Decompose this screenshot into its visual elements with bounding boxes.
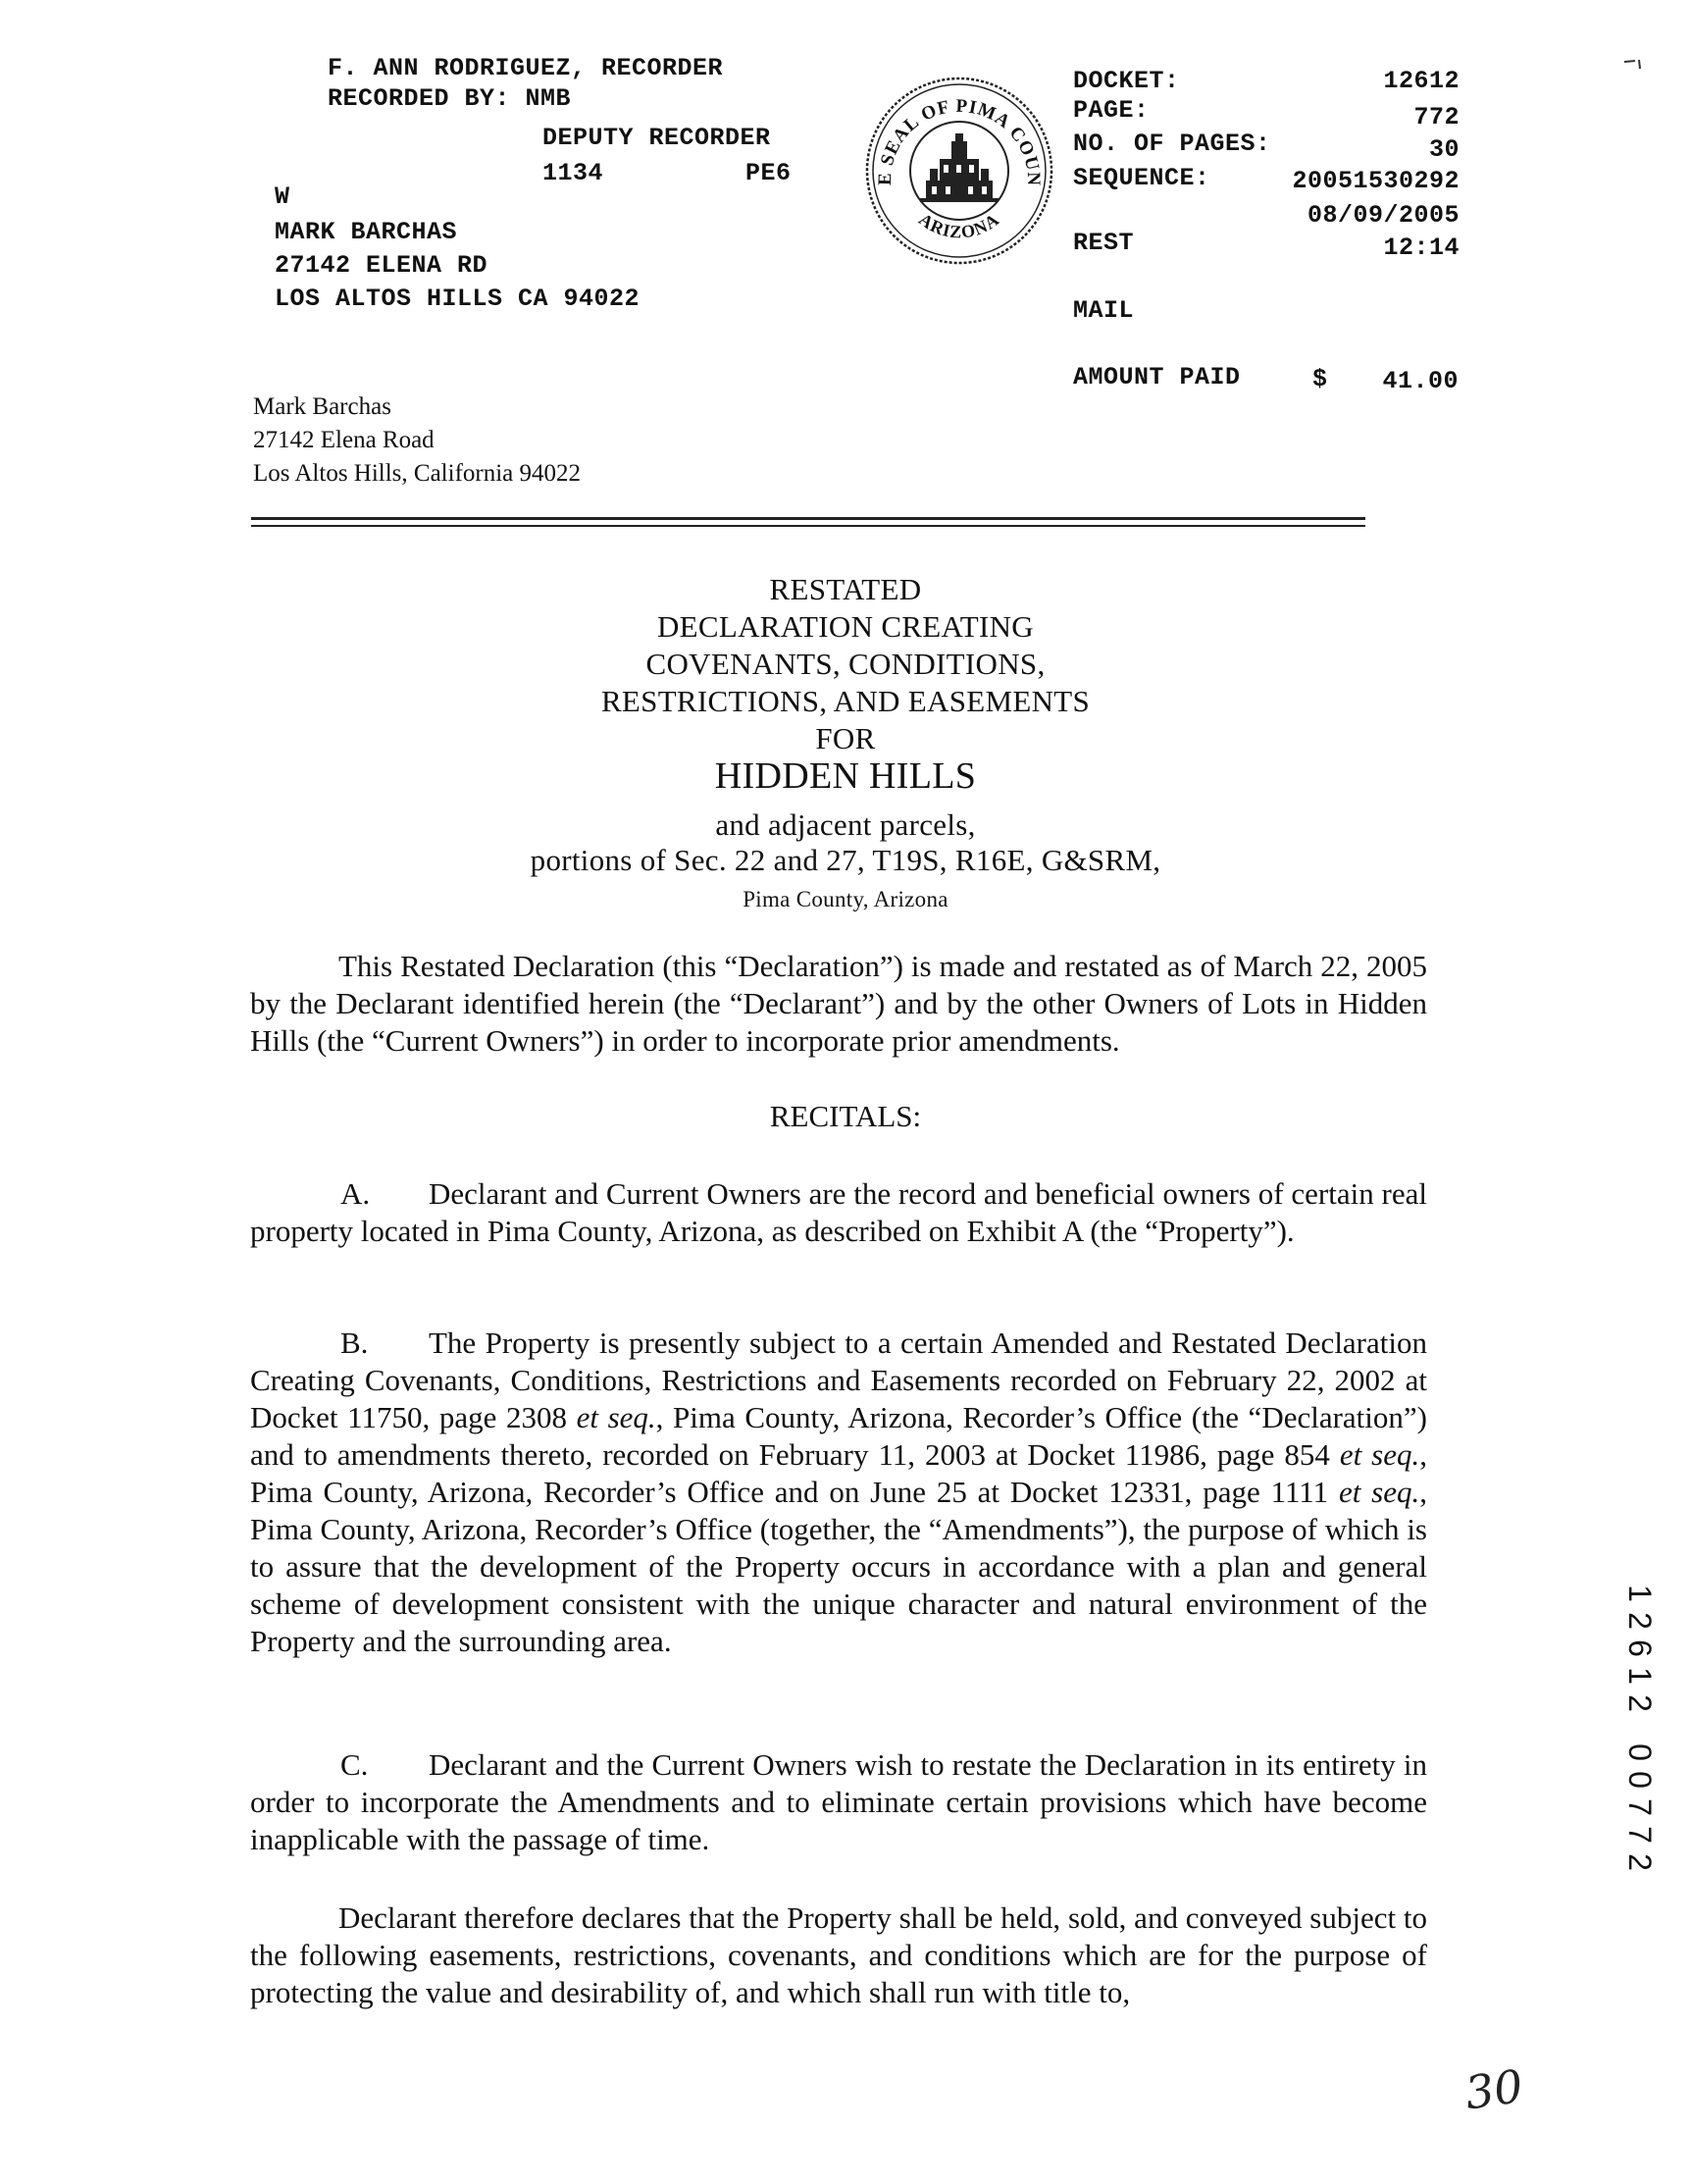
recital-a <box>250 1175 1427 1250</box>
recital-c-text: Declarant and the Current Owners wish to restate the Declaration in its entirety in order to incorporate the Amendments and to eliminate certain provisions which have become inapplicable with the passage of time. <box>250 1747 1427 1856</box>
recital-b-etseq-3: et seq. <box>1338 1475 1420 1509</box>
title-line-8: portions of Sec. 22 and 27, T19S, R16E, G&SRM, <box>530 843 1161 877</box>
recital-a-text: Declarant and Current Owners are the record and beneficial owners of certain real property located in Pima County, Arizona, as described on Exhibit A (the “Property”). <box>250 1176 1427 1248</box>
mail-label: MAIL <box>1073 296 1135 325</box>
recitals-heading: RECITALS: <box>769 1099 922 1133</box>
recital-b-label: B. <box>340 1326 369 1360</box>
pages-label: NO. OF PAGES: <box>1073 130 1271 158</box>
handwritten-note-text: 30 <box>1461 2058 1526 2119</box>
divider-line-secondary <box>251 525 1365 527</box>
recital-b-text-3: , Pima County, Arizona, Recorder’s Office and on June 25 at Docket 12331, page 1111 <box>250 1437 1427 1509</box>
intro-text: This Restated Declaration (this “Declaration”) is made and restated as of March 22, 2005 by the Declarant identified herein (the “Declarant”) and by the other Owners of Lots in Hidden Hills (the “Current Owners”) in order to incorporate prior amendments. <box>250 949 1427 1058</box>
amount-paid-label: AMOUNT PAID <box>1073 363 1241 391</box>
recital-c-label: C. <box>340 1747 369 1782</box>
page-value: 772 <box>1413 103 1460 131</box>
recital-b <box>250 1325 1427 1660</box>
deputy-recorder: DEPUTY RECORDER <box>542 124 771 152</box>
recital-b-etseq-2: et seq. <box>1339 1437 1420 1472</box>
margin-digit: 7 <box>1622 1798 1658 1816</box>
svg-text:ARIZONA <box>915 209 1002 241</box>
recital-b-etseq-1: et seq. <box>576 1400 656 1434</box>
recital-c <box>250 1746 1427 1858</box>
recital-b-text-4: , Pima County, Arizona, Recorder’s Office (together, the “Amendments”), the purpose of which is to assure that the development of the Property occurs in accordance with a plan and general scheme of development consistent with the unique character and natural environment of the Property and the surrounding area. <box>250 1475 1427 1658</box>
title-line-3: COVENANTS, CONDITIONS, <box>645 647 1046 681</box>
divider-line <box>251 517 1365 520</box>
corner-mark <box>1623 57 1645 71</box>
mail-street-caps: 27142 ELENA RD <box>275 251 488 280</box>
mail-city-caps: LOS ALTOS HILLS CA 94022 <box>275 285 641 313</box>
margin-digit: 1 <box>1622 1585 1658 1602</box>
title-line-1: RESTATED <box>769 572 922 606</box>
closing-text: Declarant therefore declares that the Property shall be held, sold, and conveyed subject to the following easements, restrictions, covenants, and conditions which are for the purpose of protecting the value and desirability of, and which shall run with title to, <box>250 1900 1427 2009</box>
seal-icon <box>861 73 1057 269</box>
margin-digit: 2 <box>1622 1853 1658 1871</box>
margin-digit: 1 <box>1622 1667 1658 1685</box>
title-line-2: DECLARATION CREATING <box>656 609 1034 644</box>
margin-digit: 6 <box>1622 1639 1658 1657</box>
amount-paid-value: 41.00 <box>1382 367 1459 395</box>
recorder-name: F. ANN RODRIGUEZ, RECORDER <box>328 54 724 82</box>
title-line-6: HIDDEN HILLS <box>714 755 977 797</box>
recorder-w: W <box>275 182 290 211</box>
docket-value: 12612 <box>1383 67 1460 95</box>
address-street: 27142 Elena Road <box>253 427 435 453</box>
recorded-by: RECORDED BY: NMB <box>328 84 572 113</box>
margin-digit: 0 <box>1622 1743 1658 1761</box>
address-name: Mark Barchas <box>253 393 391 420</box>
recital-b-text-1: The Property is presently subject to a certain Amended and Restated Declaration Creating Covenants, Conditions, Restrictions and Easements recorded on February 22, 2002 at Docket 11750, page 2308 <box>250 1326 1427 1434</box>
margin-digit: 2 <box>1622 1612 1658 1630</box>
recital-a-label: A. <box>340 1176 371 1211</box>
title-line-5: FOR <box>815 721 876 755</box>
intro-paragraph <box>250 948 1427 1060</box>
county-seal <box>861 73 1057 269</box>
mail-name-caps: MARK BARCHAS <box>275 218 458 246</box>
handwritten-note <box>1460 2051 1558 2119</box>
page-label: PAGE: <box>1073 96 1150 125</box>
sequence-label: SEQUENCE: <box>1073 164 1210 192</box>
title-line-9: Pima County, Arizona <box>743 887 948 911</box>
pages-value: 30 <box>1428 135 1460 164</box>
margin-digit: 7 <box>1622 1826 1658 1844</box>
address-city: Los Altos Hills, California 94022 <box>253 460 582 487</box>
recital-b-text-2: , Pima County, Arizona, Recorder’s Office (the “Declaration”) and to amendments thereto, recorded on February 11, 2003 at Docket 11986, page 854 <box>250 1400 1427 1472</box>
rest-label: REST <box>1073 229 1135 257</box>
margin-docket-number <box>1620 1580 1660 1876</box>
title-line-4: RESTRICTIONS, AND EASEMENTS <box>600 684 1091 718</box>
closing-paragraph <box>250 1899 1427 2011</box>
sequence-value: 20051530292 <box>1292 167 1460 195</box>
recorder-code-right: PE6 <box>745 159 792 187</box>
margin-digit: 2 <box>1622 1694 1658 1712</box>
seal-bottom-text: ARIZONA <box>915 209 1003 242</box>
recorder-code-left: 1134 <box>542 159 604 187</box>
recorded-time: 12:14 <box>1383 234 1460 262</box>
docket-label: DOCKET: <box>1073 67 1180 95</box>
margin-digit: 0 <box>1622 1771 1658 1789</box>
title-line-7: and adjacent parcels, <box>715 807 976 842</box>
seal-top-text: E SEAL OF PIMA COUN <box>874 95 1045 187</box>
amount-currency: $ <box>1312 365 1328 393</box>
recorded-date: 08/09/2005 <box>1307 201 1460 230</box>
